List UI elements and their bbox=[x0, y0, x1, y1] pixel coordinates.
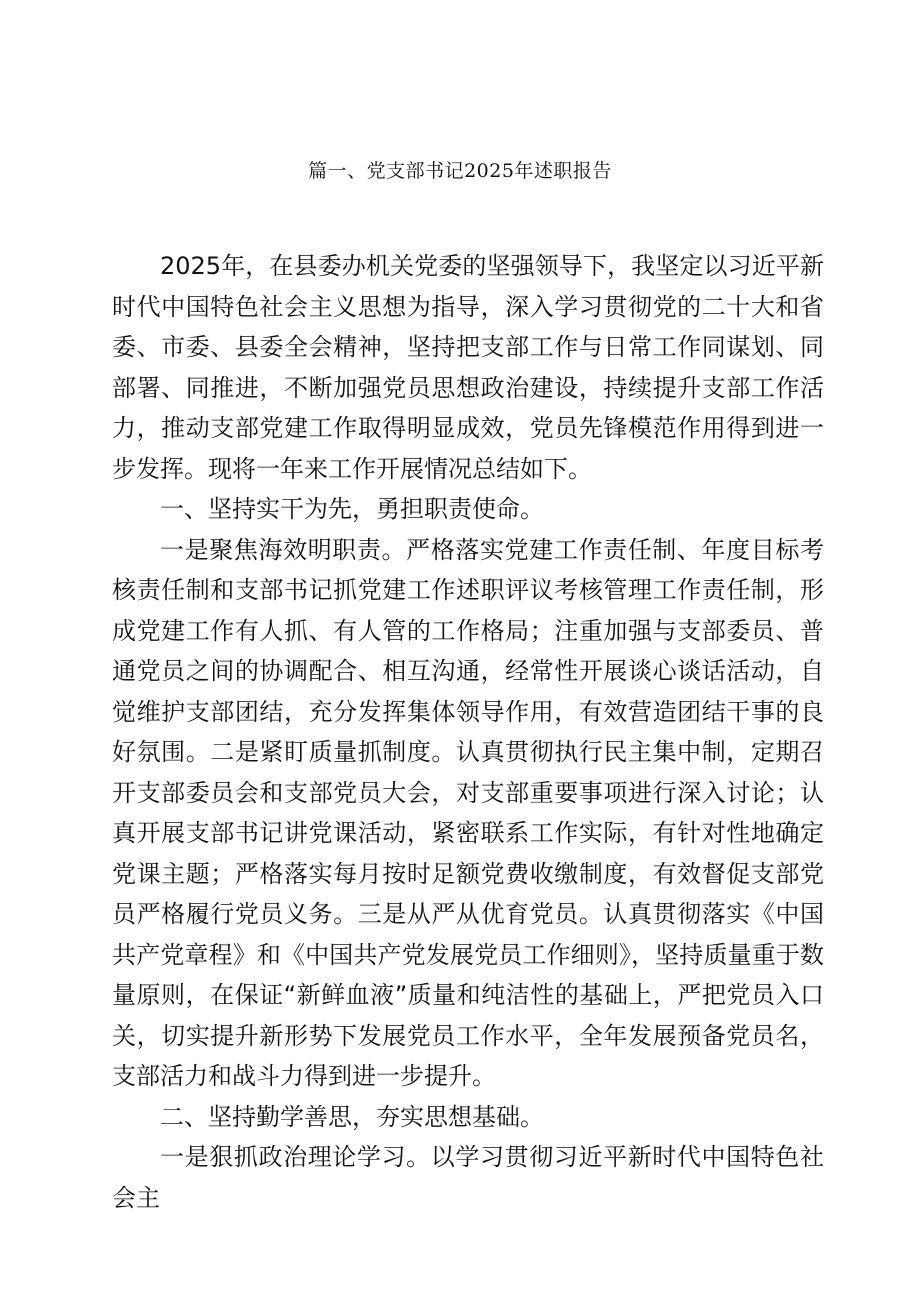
paragraph-intro: 2025年，在县委办机关党委的坚强领导下，我坚定以习近平新时代中国特色社会主义思想为指导，深入学习贯彻党的二十大和省委、市委、县委全会精神，坚持把支部工作与日常工作同谋划、同部署、同推进，不断加强党员思想政治建设，持续提升支部工作活力，推动支部党建工作取得明显成效，党员先锋模范作用得到进一步发挥。现将一年来工作开展情况总结如下。 bbox=[112, 252, 824, 483]
document-title: 篇一、党支部书记2025年述职报告 bbox=[308, 160, 612, 182]
section-heading-2: 二、坚持勤学善思，夯实思想基础。 bbox=[160, 1102, 544, 1131]
section-heading-1: 一、坚持实干为先，勇担职责使命。 bbox=[160, 495, 544, 523]
paragraph-section-1: 一是聚焦海效明职责。严格落实党建工作责任制、年度目标考核责任制和支部书记抓党建工作述职评议考核管理工作责任制，形成党建工作有人抓、有人管的工作格局；注重加强与支部委员、普通党员之间的协调配合、相互沟通，经常性开展谈心谈话活动，自觉维护支部团结，充分发挥集体领导作用，有效营造团结干事的良好氛围。二是紧盯质量抓制度。认真贯彻执行民主集中制，定期召开支部委员会和支部党员大会，对支部重要事项进行深入讨论；认真开展支部书记讲党课活动，紧密联系工作实际，有针对性地确定党课主题；严格落实每月按时足额党费收缴制度，有效督促支部党员严格履行党员义务。三是从严从优育党员。认真贯彻落实《中国共产党章程》和《中国共产党发展党员工作细则》，坚持质量重于数量原则，在保证“新鲜血液”质量和纯洁性的基础上，严把党员入口关，切实提升新形势下发展党员工作水平，全年发展预备党员名，支部活力和战斗力得到进一步提升。 bbox=[112, 535, 824, 1090]
document-body bbox=[112, 246, 824, 1218]
paragraph-section-2: 一是狠抓政治理论学习。以学习贯彻习近平新时代中国特色社会主 bbox=[112, 1143, 824, 1212]
